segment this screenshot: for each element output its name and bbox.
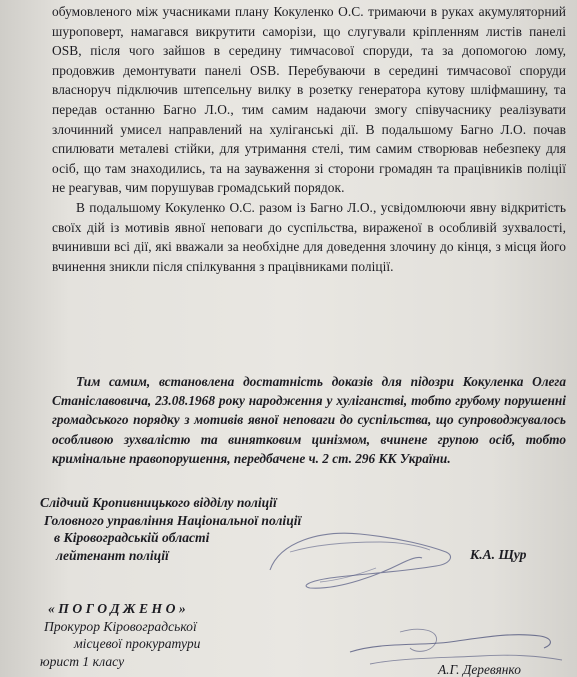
paragraph-2: В подальшому Кокуленко О.С. разом із Багно Л.О., усвідомлюючи явну відкритість своїх дій із мотивів явної неповаги до суспільства, вираженої в особливій зухвалості, вчинивши всі дії, які вважали за необхідне для доведення злочину до кінця, з місця його вчинення зникли після спілкування з працівниками поліції. xyxy=(52,199,566,274)
approval-stamp: «ПОГОДЖЕНО» xyxy=(48,601,190,616)
prosecutor-title-line-2: місцевої прокуратури xyxy=(74,636,201,651)
investigator-rank: лейтенант поліції xyxy=(56,547,169,563)
conclusion-rest: року народження у хуліганстві, тобто грубому порушенні громадського порядку з мотивів явної неповаги до суспільства, що супроводжувалось особливою зухвалістю та винятковим цинізмом, вчинене групою осіб, тобто кримінальне правопорушення, передбачене ч. 2 ст. 296 КК України. xyxy=(52,393,566,466)
suspect-name: Кокуленка Олега Станіславовича, 23.08.1968 xyxy=(52,374,566,409)
suspicion-conclusion xyxy=(52,372,566,468)
prosecutor-title-line-1: Прокурор Кіровоградської xyxy=(44,618,197,634)
conclusion-lead: Тим самим, встановлена достатність доказів для підозри xyxy=(76,374,454,389)
paragraph-1: обумовленого між учасниками плану Кокуленко О.С. тримаючи в руках акумуляторний шуроповерт, намагався викрутити саморізи, що слугували кріпленням листів панелі OSB, після чого зайшов в середину тимчасової споруди, та за допомогою лому, продовжив демонтувати панелі OSB. Перебуваючи в середині тимчасової споруди власноруч підключив штепсельну вилку в розетку генератора кутову шліфмашину, та передав останню Багно Л.О., тим самим надаючи змогу співучаснику реалізувати злочинний умисел направлений на хуліганські дії. В подальшому Багно Л.О. почав спилювати металеві стійки, для утримання стелі, тим самим створював небезпеку для осіб, що там знаходились, та на зауваження зі сторони громадян та працівників поліції не реагував, чим порушував громадський порядок. xyxy=(52,4,566,196)
approval-block xyxy=(36,600,200,670)
investigator-title-line-3: в Кіровоградській області xyxy=(54,530,210,545)
investigator-title-line-2: Головного управління Національної поліції xyxy=(44,512,302,528)
investigator-title-line-1: Слідчий Кропивницького відділу поліції xyxy=(40,495,277,510)
prosecutor-rank: юрист 1 класу xyxy=(40,653,125,669)
document-body xyxy=(52,2,566,276)
investigator-block xyxy=(40,494,301,564)
investigator-name: К.А. Щур xyxy=(470,547,527,562)
prosecutor-name: А.Г. Деревянко xyxy=(438,662,521,677)
